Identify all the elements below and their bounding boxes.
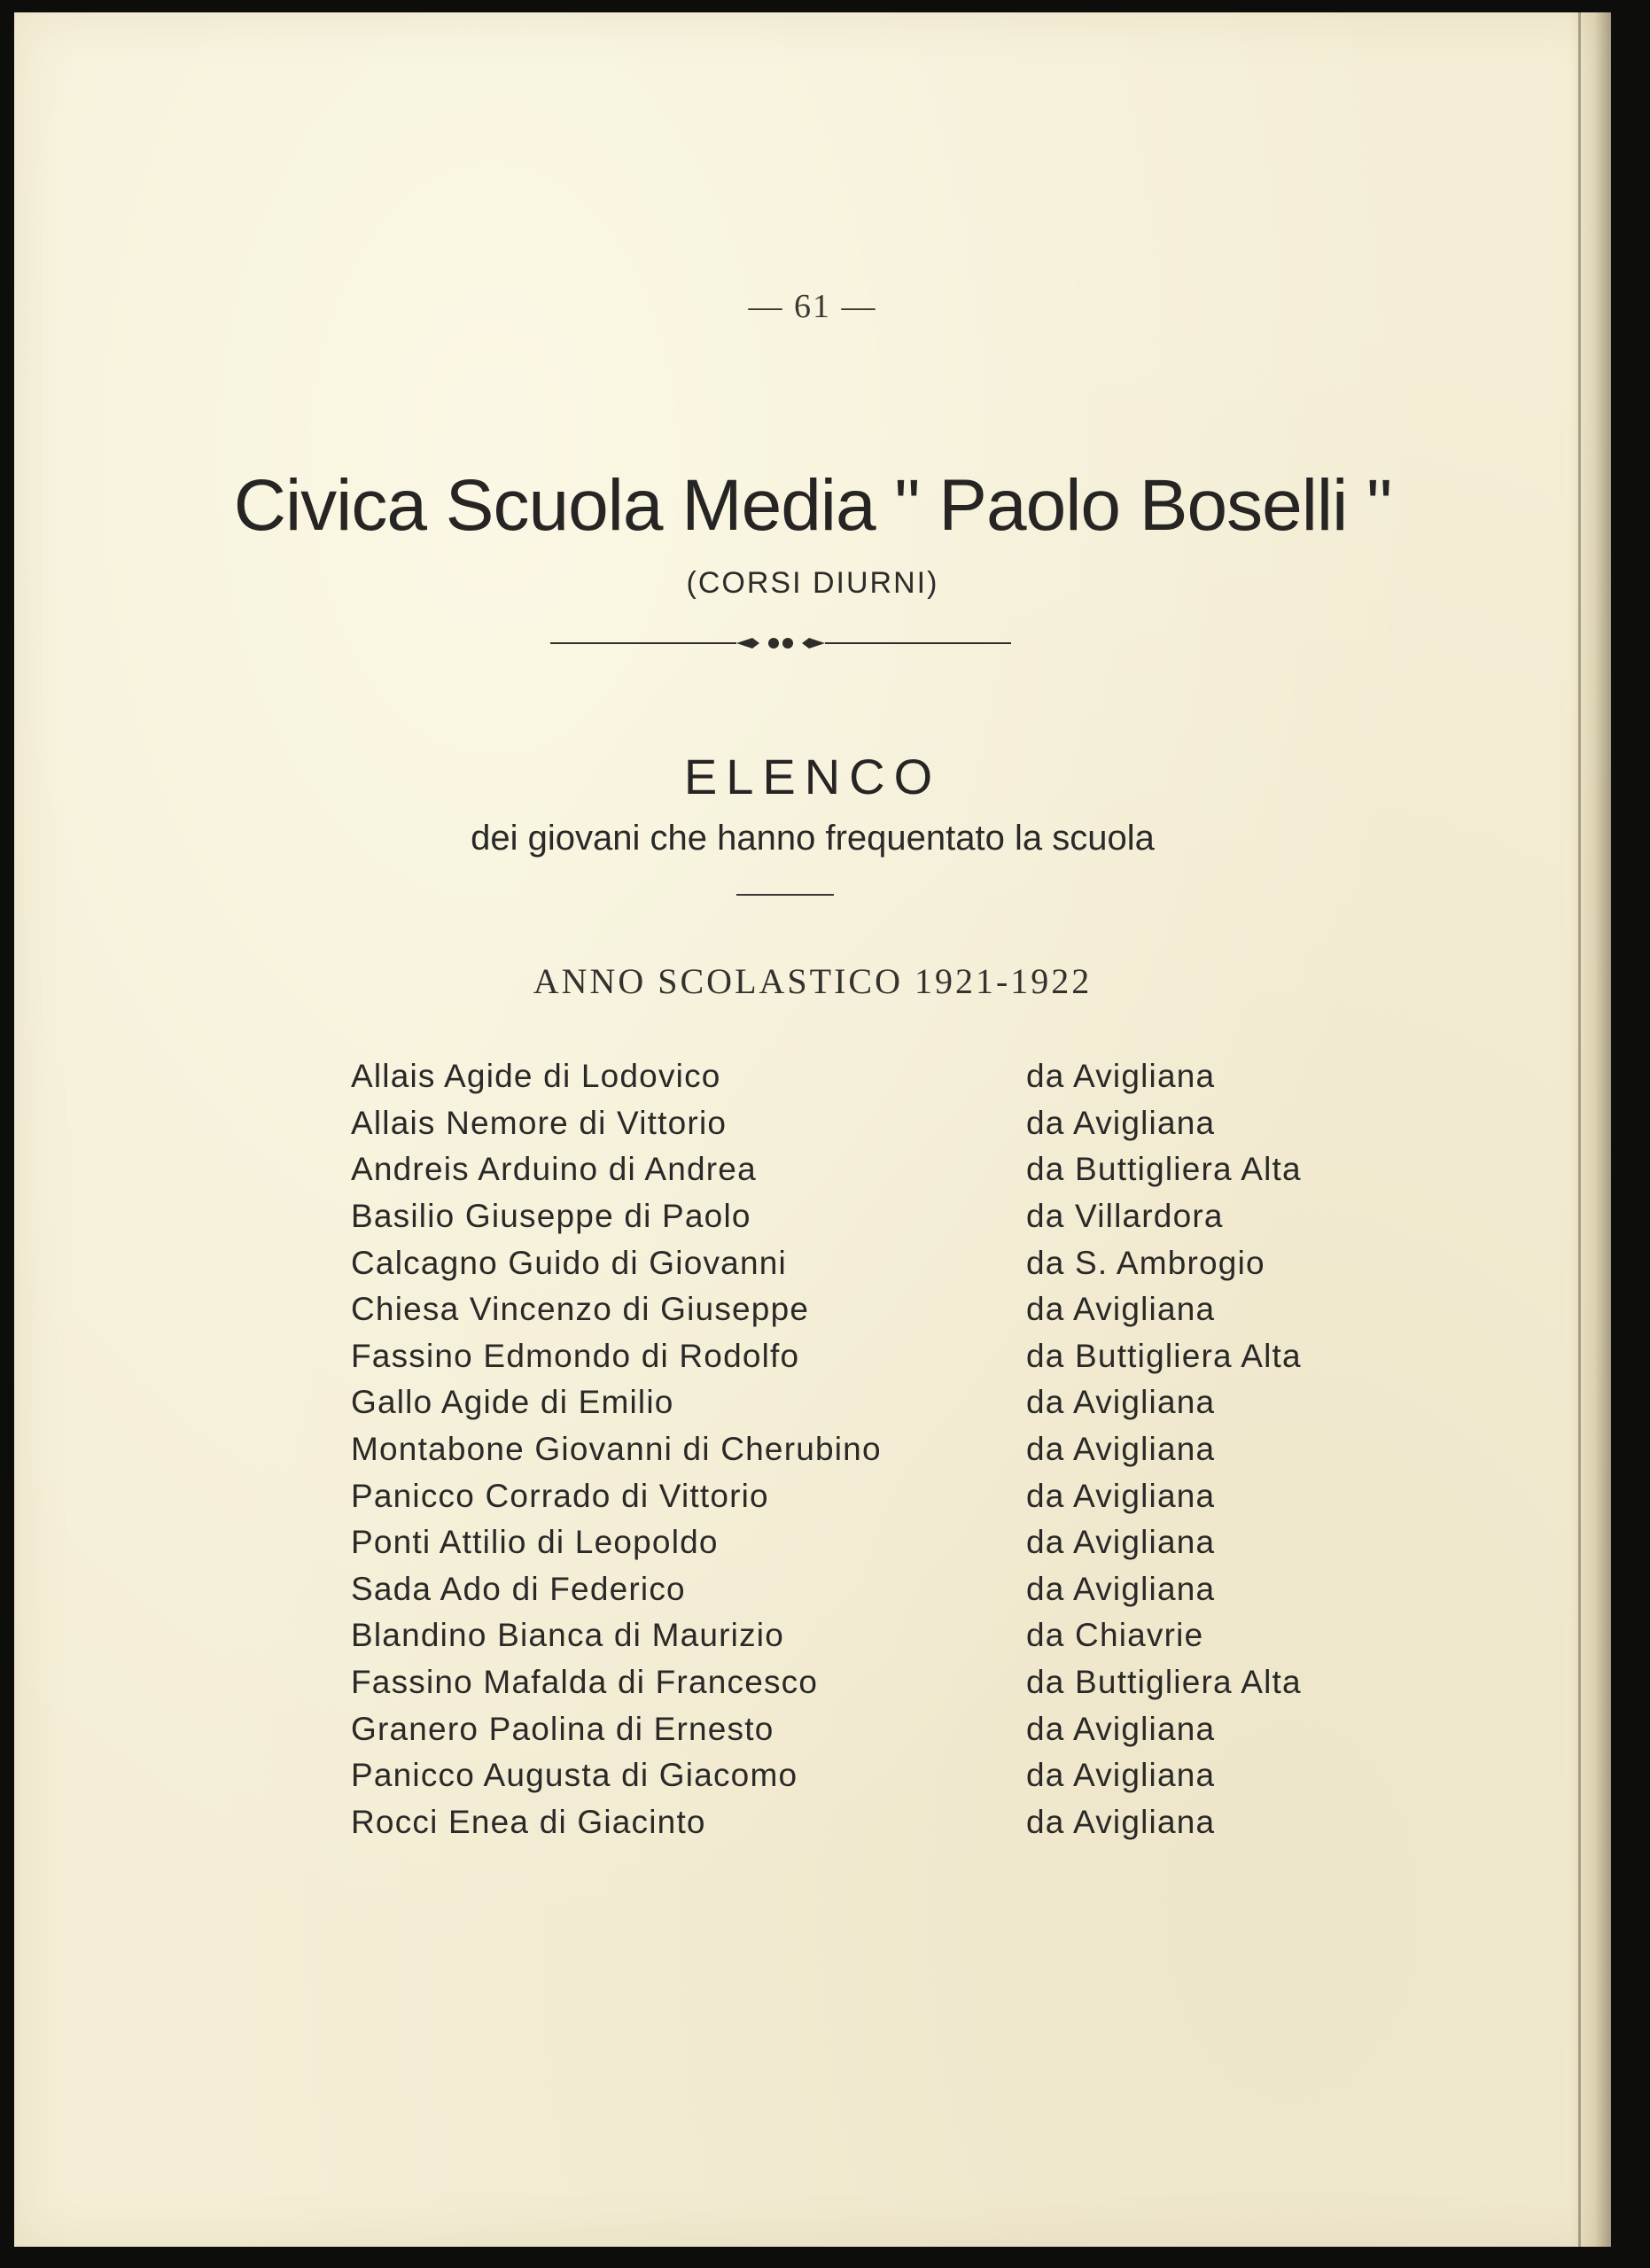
student-town: da Avigliana (1026, 1477, 1216, 1514)
student-town: da Buttigliera Alta (1026, 1664, 1302, 1701)
student-town: da Buttigliera Alta (1026, 1151, 1302, 1188)
student-name: Fassino Edmondo di Rodolfo (351, 1337, 800, 1374)
page-title: Civica Scuola Media " Paolo Boselli " (233, 465, 1392, 546)
student-row (351, 1146, 1370, 1193)
student-name: Allais Agide di Lodovico (351, 1058, 721, 1095)
student-town: da Avigliana (1026, 1524, 1216, 1561)
student-name: Blandino Bianca di Maurizio (351, 1617, 784, 1654)
student-row (351, 1379, 1370, 1426)
page-edge-shadow (1570, 12, 1611, 2247)
student-town: da Avigliana (1026, 1384, 1216, 1421)
ornamental-divider (550, 633, 1011, 654)
student-town: da Avigliana (1026, 1803, 1216, 1840)
student-row (351, 1239, 1370, 1286)
page-subtitle: (CORSI DIURNI) (686, 566, 939, 600)
student-roster (351, 1053, 1370, 1845)
student-town: da Avigliana (1026, 1058, 1216, 1095)
page-number: — 61 — (748, 288, 877, 325)
student-row (351, 1193, 1370, 1240)
student-name: Basilio Giuseppe di Paolo (351, 1198, 751, 1235)
student-name: Panicco Corrado di Vittorio (351, 1477, 769, 1514)
student-row (351, 1426, 1370, 1473)
student-name: Chiesa Vincenzo di Giuseppe (351, 1291, 810, 1328)
student-row (351, 1333, 1370, 1380)
list-description: dei giovani che hanno frequentato la scuola (471, 819, 1155, 858)
student-row (351, 1100, 1370, 1147)
student-name: Fassino Mafalda di Francesco (351, 1664, 819, 1701)
student-name: Allais Nemore di Vittorio (351, 1104, 728, 1141)
student-row (351, 1472, 1370, 1519)
short-divider (736, 894, 834, 896)
student-row (351, 1705, 1370, 1752)
student-name: Granero Paolina di Ernesto (351, 1710, 774, 1747)
page-edge-line (1578, 12, 1581, 2247)
student-name: Andreis Arduino di Andrea (351, 1151, 757, 1188)
student-row (351, 1519, 1370, 1566)
student-row (351, 1752, 1370, 1799)
student-town: da Avigliana (1026, 1570, 1216, 1607)
list-heading: ELENCO (683, 749, 942, 804)
student-town: da Chiavrie (1026, 1617, 1204, 1654)
student-row (351, 1286, 1370, 1333)
student-name: Gallo Agide di Emilio (351, 1384, 674, 1421)
student-row (351, 1566, 1370, 1613)
student-row (351, 1053, 1370, 1100)
student-name: Montabone Giovanni di Cherubino (351, 1431, 882, 1468)
student-row (351, 1659, 1370, 1706)
student-town: da Avigliana (1026, 1431, 1216, 1468)
student-name: Rocci Enea di Giacinto (351, 1803, 706, 1840)
student-town: da S. Ambrogio (1026, 1244, 1265, 1281)
student-town: da Avigliana (1026, 1710, 1216, 1747)
document-page (14, 12, 1611, 2247)
student-name: Ponti Attilio di Leopoldo (351, 1524, 719, 1561)
student-name: Calcagno Guido di Giovanni (351, 1244, 787, 1281)
student-town: da Villardora (1026, 1198, 1224, 1235)
student-town: da Avigliana (1026, 1757, 1216, 1794)
student-town: da Avigliana (1026, 1104, 1216, 1141)
student-town: da Buttigliera Alta (1026, 1337, 1302, 1374)
student-row (351, 1612, 1370, 1659)
student-town: da Avigliana (1026, 1291, 1216, 1328)
student-name: Sada Ado di Federico (351, 1570, 686, 1607)
student-name: Panicco Augusta di Giacomo (351, 1757, 798, 1794)
student-row (351, 1799, 1370, 1846)
school-year-heading: ANNO SCOLASTICO 1921-1922 (533, 961, 1093, 1001)
